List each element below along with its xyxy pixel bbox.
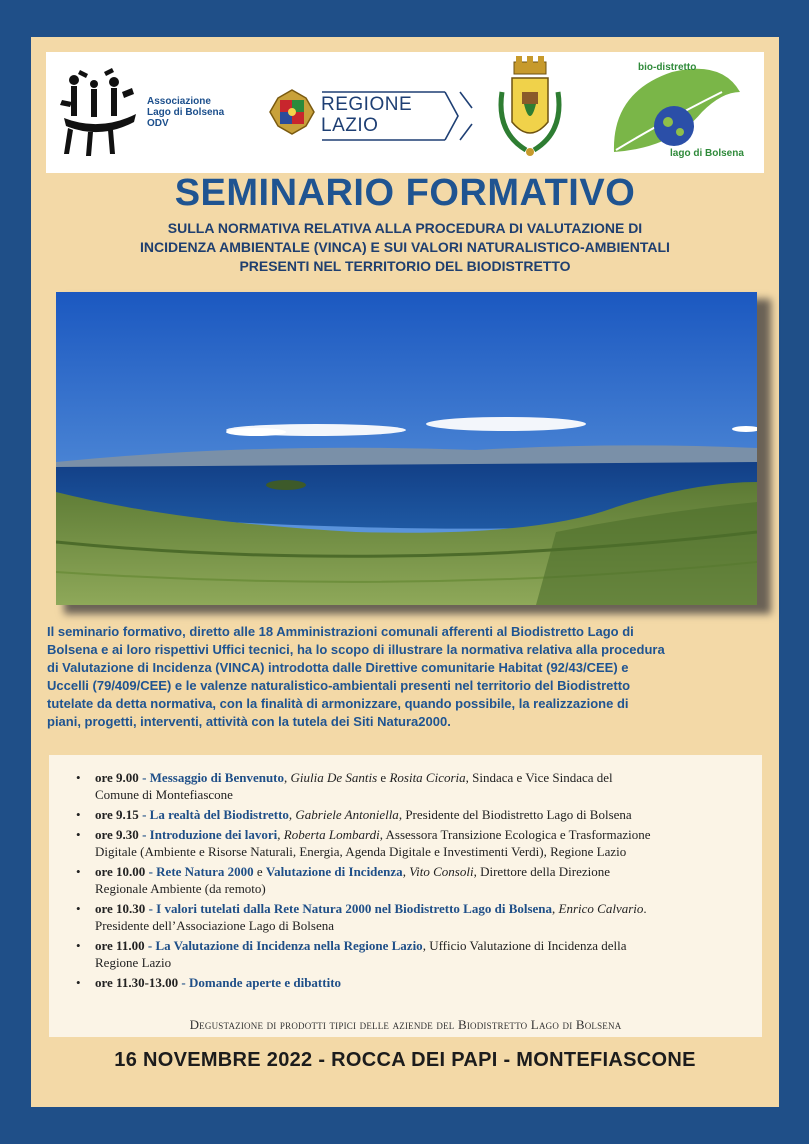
program-topic: La Valutazione di Incidenza nella Regione Lazio <box>155 938 423 953</box>
program-time: ore 9.15 <box>95 807 139 822</box>
intro-line: tutelate da detta normativa, con la finalità di armonizzare, quando possibile, la realizzazione di <box>47 696 629 711</box>
intro-line: piani, progetti, interventi, attività con la tutela dei Siti Natura2000. <box>47 714 451 729</box>
association-name-line1: Associazione <box>147 96 211 107</box>
program-role: , Assessora Transizione Ecologica e Trasformazione <box>379 827 651 842</box>
program-separator: - <box>145 864 157 879</box>
program-punct: , <box>288 807 296 822</box>
subtitle-line: SULLA NORMATIVA RELATIVA ALLA PROCEDURA DI VALUTAZIONE DI <box>167 220 643 236</box>
biodistretto-logo <box>602 52 752 173</box>
program-role: , Presidente del Biodistretto Lago di Bolsena <box>398 807 632 822</box>
montefiascone-coat-of-arms <box>488 52 572 173</box>
association-name-line3: ODV <box>147 118 169 129</box>
bullet-icon: • <box>76 807 81 822</box>
subtitle-line: INCIDENZA AMBIENTALE (VINCA) E SUI VALORI NATURALISTICO-AMBIENTALI <box>140 239 670 255</box>
program-separator: - <box>138 807 150 822</box>
program-separator: - <box>145 901 157 916</box>
program-join: e <box>253 864 266 879</box>
biodistretto-bottom-text: lago di Bolsena <box>670 148 744 159</box>
bullet-icon: • <box>76 975 81 990</box>
intro-line: di Valutazione di Incidenza (VINCA) introdotta dalle Direttive comunitarie Habitat (92/43/CEE) e <box>47 660 629 675</box>
intro-paragraph <box>47 623 759 731</box>
event-date-location: 16 NOVEMBRE 2022 - ROCCA DEI PAPI - MONTEFIASCONE <box>114 1049 696 1071</box>
program-topic: Messaggio di Benvenuto <box>149 770 284 785</box>
program-time: ore 11.00 <box>95 938 145 953</box>
program-role-cont: Digitale (Ambiente e Risorse Naturali, Energia, Agenda Digitale e Investimenti Verdi), Regione Lazio <box>95 844 627 859</box>
program-separator: - <box>138 827 150 842</box>
program-item <box>76 806 745 823</box>
intro-line: Bolsena e ai loro rispettivi Uffici tecnici, ha lo scopo di illustrare la normativa relativa alla procedura <box>47 642 665 657</box>
program-role: , Sindaca e Vice Sindaca del <box>465 770 613 785</box>
regione-line2: LAZIO <box>321 115 379 136</box>
subtitle-line: PRESENTI NEL TERRITORIO DEL BIODISTRETTO <box>239 258 571 274</box>
program-speaker: Enrico Calvario <box>558 901 644 916</box>
boat-figures-icon <box>60 52 140 173</box>
program-topic: Introduzione dei lavori <box>149 827 278 842</box>
program-box <box>49 755 762 1037</box>
bullet-icon: • <box>76 827 81 842</box>
program-time: ore 10.00 <box>95 864 146 879</box>
program-topic: I valori tutelati dalla Rete Natura 2000 nel Biodistretto Lago di Bolsena <box>156 901 553 916</box>
program-item <box>76 974 745 991</box>
program-punct: , <box>284 770 291 785</box>
program-join: e <box>377 770 390 785</box>
lake-landscape-image <box>56 292 757 605</box>
association-name-line2: Lago di Bolsena <box>147 107 225 118</box>
program-role: . <box>643 901 647 916</box>
coat-of-arms-icon <box>488 52 572 173</box>
program-separator: - <box>178 975 190 990</box>
bullet-icon: • <box>76 770 81 785</box>
program-time: ore 9.00 <box>95 770 139 785</box>
program-item <box>76 900 745 934</box>
program-speaker: Vito Consoli <box>409 864 474 879</box>
logo-bar <box>46 52 764 173</box>
program-role-cont: Regione Lazio <box>95 955 172 970</box>
intro-line: Il seminario formativo, diretto alle 18 Amministrazioni comunali afferenti al Biodistretto Lago di <box>47 624 634 639</box>
program-time: ore 9.30 <box>95 827 139 842</box>
program-role-cont: Regionale Ambiente (da remoto) <box>95 881 266 896</box>
regione-line1: REGIONE <box>321 94 413 115</box>
program-role: , Direttore della Direzione <box>473 864 611 879</box>
program-punct: , <box>277 827 284 842</box>
program-list <box>76 769 745 994</box>
program-role-cont: Comune di Montefiascone <box>95 787 233 802</box>
program-item <box>76 937 745 971</box>
program-time: ore 11.30-13.00 <box>95 975 179 990</box>
program-separator: - <box>138 770 150 785</box>
program-punct: , <box>402 864 410 879</box>
program-speaker: Giulia De Santis <box>290 770 378 785</box>
program-item <box>76 769 745 803</box>
lake-bolsena-photo <box>56 292 757 605</box>
regione-lazio-logo <box>250 52 480 173</box>
program-punct: , <box>552 901 559 916</box>
program-item <box>76 826 745 860</box>
program-role-cont: Presidente dell’Associazione Lago di Bolsena <box>95 918 334 933</box>
bullet-icon: • <box>76 864 81 879</box>
bullet-icon: • <box>76 901 81 916</box>
program-time: ore 10.30 <box>95 901 146 916</box>
program-topic: Rete Natura 2000 <box>156 864 254 879</box>
bullet-icon: • <box>76 938 81 953</box>
subtitle <box>51 219 759 276</box>
program-speaker: Roberta Lombardi <box>283 827 380 842</box>
program-separator: - <box>144 938 156 953</box>
biodistretto-top-text: bio-distretto <box>638 62 697 73</box>
page-title: SEMINARIO FORMATIVO <box>174 172 636 214</box>
degustazione-note: Degustazione di prodotti tipici delle aziende del Biodistretto Lago di Bolsena <box>189 1017 622 1032</box>
program-item <box>76 863 745 897</box>
program-speaker: Gabriele Antoniella <box>295 807 399 822</box>
program-topic: La realtà del Biodistretto <box>149 807 289 822</box>
program-speaker: Rosita Cicoria <box>389 770 466 785</box>
intro-line: Uccelli (79/409/CEE) e le valenze naturalistico-ambientali presenti nel territorio del Biodistretto <box>47 678 631 693</box>
association-logo <box>60 52 240 173</box>
program-topic: Valutazione di Incidenza <box>265 864 403 879</box>
program-topic: Domande aperte e dibattito <box>189 975 342 990</box>
poster-panel <box>31 37 779 1107</box>
program-role: , Ufficio Valutazione di Incidenza della <box>422 938 627 953</box>
